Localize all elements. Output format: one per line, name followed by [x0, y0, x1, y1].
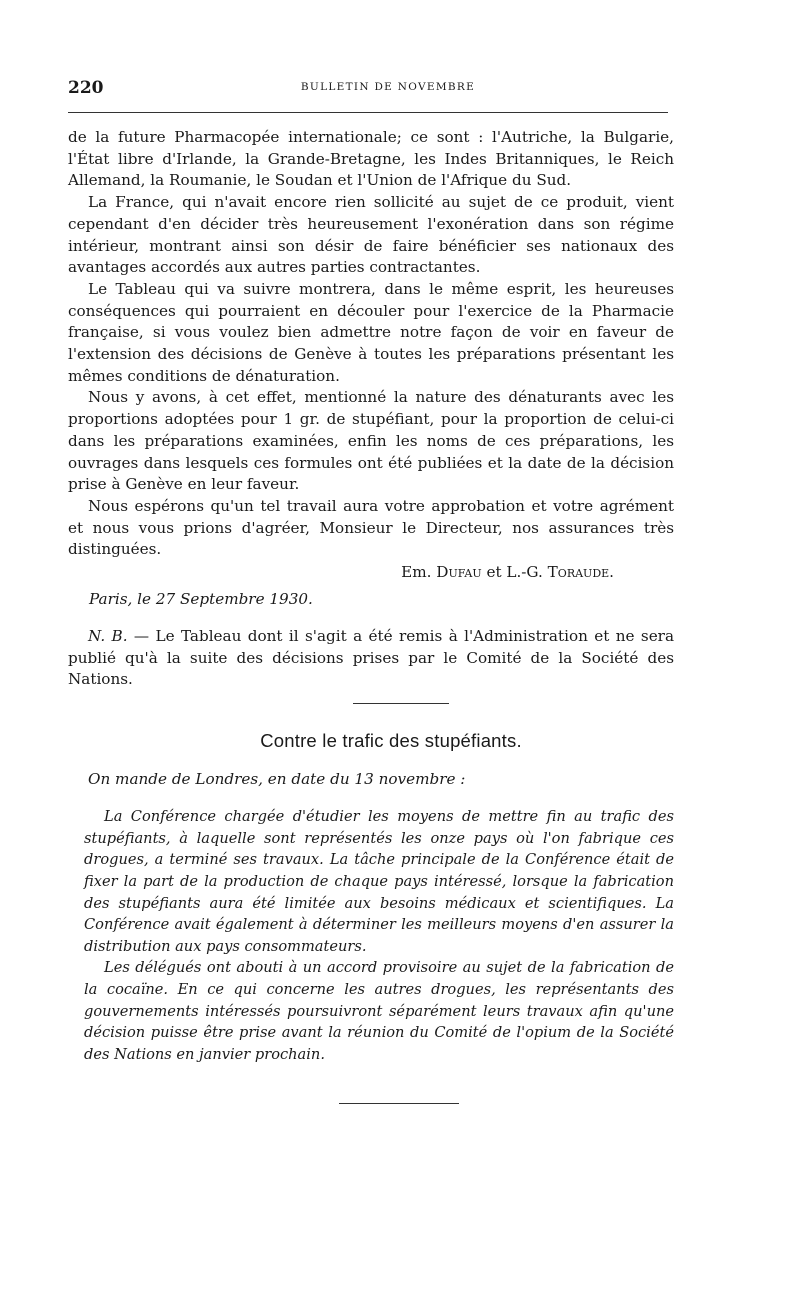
end-rule: [339, 1103, 459, 1104]
page-content: [68, 127, 674, 1104]
section-title: Contre le trafic des stupéfiants.: [260, 730, 522, 752]
header-rule: [68, 112, 668, 113]
paragraph-5: Nous espérons qu'un tel travail aura votre approbation et votre agrément et nous vous prions d'agréer, Monsieur le Directeur, nos assurances très distinguées.: [68, 496, 674, 559]
signature-name-1: Dufau: [436, 563, 482, 582]
nb-text: — Le Tableau dont il s'agit a été remis à l'Administration et ne sera publié qu'à la suite des décisions prises par le Comité de la Société des Nations.: [68, 627, 674, 689]
paragraph-4: Nous y avons, à cet effet, mentionné la nature des dénaturants avec les proportions adoptées pour 1 gr. de stupéfiant, pour la proportion de celui-ci dans les préparations examinées, enfin les noms de ces préparations, les ouvrages dans lesquels ces formules ont été publiées et la date de la décision prise à Genève en leur faveur.: [68, 388, 674, 494]
quote-paragraph-2: Les délégués ont abouti à un accord provisoire au sujet de la fabrication de la cocaïne. En ce qui concerne les autres drogues, les représentants des gouvernements intéressés poursuivront séparément leurs travaux afin qu'une décision puisse être prise avant la réunion du Comité de l'opium de la Société des Nations en janvier prochain.: [84, 959, 674, 1063]
signature-prefix: Em.: [401, 563, 432, 582]
signature: [68, 561, 674, 584]
section-intro: On mande de Londres, en date du 13 novembre :: [88, 770, 466, 789]
page-number: 220: [68, 78, 104, 98]
section-divider: [353, 703, 449, 704]
page-header: [68, 78, 668, 108]
paragraph-3: Le Tableau qui va suivre montrera, dans le même esprit, les heureuses conséquences qui pourraient en découler pour l'exercice de la Pharmacie française, si vous voulez bien admettre notre façon de voir en faveur de l'extension des décisions de Genève à toutes les préparations présentant les mêmes conditions de dénaturation.: [68, 279, 674, 385]
signature-initials-2: L.-G.: [506, 563, 543, 582]
nota-bene: [68, 626, 674, 691]
quote-paragraph-1: La Conférence chargée d'étudier les moyens de mettre fin au trafic des stupéfiants, à laquelle sont représentés les onze pays où l'on fabrique ces drogues, a terminé ses travaux. La tâche principale de la Conférence était de fixer la part de la production de chaque pays intéressé, lorsque la fabrication des stupéfiants aura été limitée aux besoins médicaux et scientifiques. La Conférence avait également à déterminer les meilleurs moyens d'en assurer la distribution aux pays consommateurs.: [84, 808, 674, 955]
paragraph-2: La France, qui n'avait encore rien sollicité au sujet de ce produit, vient cependant d'en décider très heureusement l'exonération dans son régime intérieur, montrant ainsi son désir de faire bénéficier ses nationaux des avantages accordés aux autres parties contractantes.: [68, 193, 674, 277]
date-line: Paris, le 27 Septembre 1930.: [89, 590, 313, 609]
signature-name-2: Toraude.: [547, 563, 614, 582]
running-head: BULLETIN DE NOVEMBRE: [300, 81, 476, 93]
paragraph-1: de la future Pharmacopée internationale; ce sont : l'Autriche, la Bulgarie, l'État libre d'Irlande, la Grande-Bretagne, les Indes Britanniques, le Reich Allemand, la Roumanie, le Soudan et l'Union de l'Afrique du Sud.: [68, 128, 674, 190]
nb-label: N. B.: [88, 627, 128, 646]
signature-joiner: et: [486, 563, 502, 582]
